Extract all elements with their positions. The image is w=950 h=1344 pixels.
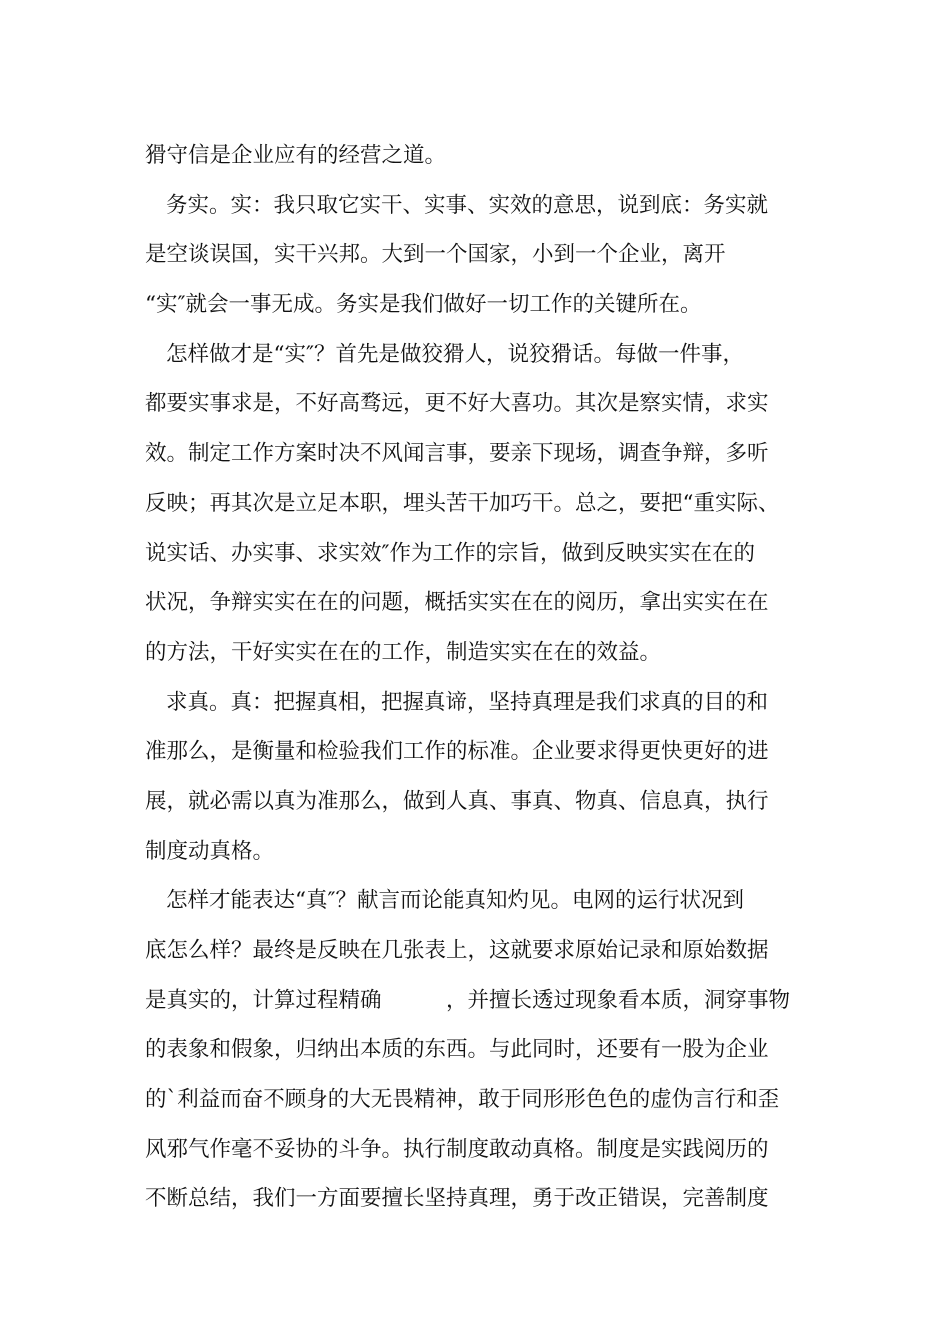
text-line: 的表象和假象，归纳出本质的东西。与此同时，还要有一股为企业 [145,1037,769,1063]
text-line: 求真。真：把握真相，把握真谛，坚持真理是我们求真的目的和 [166,689,769,715]
text-line: 状况，争辩实实在在的问题，概括实实在在的阅历，拿出实实在在 [145,590,769,616]
text-line: 猾守信是企业应有的经营之道。 [145,143,447,168]
text-line: 是空谈误国，实干兴邦。大到一个国家，小到一个企业，离开 [145,242,726,268]
text-line: 展，就必需以真为准那么，做到人真、事真、物真、信息真，执行 [145,788,769,814]
text-line: 准那么，是衡量和检验我们工作的标准。企业要求得更快更好的进 [145,739,769,765]
text-line: 怎样才能表达“真″？献言而论能真知灼见。电网的运行状况到 [166,888,745,914]
body-text [145,131,835,1224]
text-line: 说实话、办实事、求实效″作为工作的宗旨，做到反映实实在在的 [145,540,756,566]
text-line: 风邪气作毫不妥协的斗争。执行制度敢动真格。制度是实践阅历的 [145,1136,769,1162]
text-line: 效。制定工作方案时决不风闻言事，要亲下现场，调查争辩，多听 [145,441,769,467]
text-line: 怎样做才是“实″？首先是做狡猾人，说狡猾话。每做一件事， [166,341,745,367]
text-line: 的`利益而奋不顾身的大无畏精神，敢于同形形色色的虚伪言行和歪 [145,1087,780,1113]
text-line: 底怎么样？最终是反映在几张表上，这就要求原始记录和原始数据 [145,938,769,963]
text-line: 反映；再其次是立足本职，埋头苦干加巧干。总之，要把“重实际、 [145,490,780,516]
text-line: “实″就会一事无成。务实是我们做好一切工作的关键所在。 [145,292,702,318]
text-line: 制度动真格。 [145,838,275,864]
text-line: 都要实事求是，不好高骛远，更不好大喜功。其次是察实情，求实 [145,391,769,417]
text-line: 务实。实：我只取它实干、实事、实效的意思，说到底：务实就 [166,192,769,218]
text-line: 的方法，干好实实在在的工作，制造实实在在的效益。 [145,639,662,665]
text-line: 不断总结，我们一方面要擅长坚持真理，勇于改正错误，完善制度 [145,1186,769,1212]
text-line: 是真实的，计算过程精确 ，并擅长透过现象看本质，洞穿事物 [145,987,791,1013]
